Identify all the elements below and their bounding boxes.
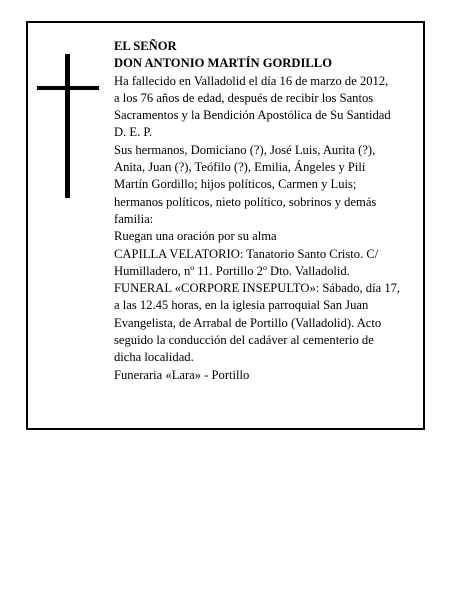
body-line: familia: bbox=[114, 211, 154, 226]
body-line: CAPILLA VELATORIO: Tanatorio Santo Cristo. C/ bbox=[114, 246, 379, 261]
body-line: seguido la conducción del cadáver al cementerio de bbox=[114, 333, 374, 348]
body-line: Anita, Juan (?), Teófilo (?), Emilia, Ángeles y Pili bbox=[114, 160, 366, 175]
body-line: Evangelista, de Arrabal de Portillo (Valladolid). Acto bbox=[114, 315, 382, 330]
body-line: Humilladero, nº 11. Portillo 2º Dto. Valladolid. bbox=[114, 263, 350, 278]
body-line: a los 76 años de edad, después de recibir los Santos bbox=[114, 90, 374, 105]
body-line: D. E. P. bbox=[114, 125, 153, 140]
cross-icon bbox=[37, 54, 99, 198]
body-line: hermanos políticos, nieto político, sobrinos y demás bbox=[114, 194, 377, 209]
body-line: FUNERAL «CORPORE INSEPULTO»: Sábado, día 17, bbox=[114, 281, 401, 296]
body-line: Ruegan una oración por su alma bbox=[114, 229, 277, 244]
body-line: Sus hermanos, Domiciano (?), José Luis, Aurita (?), bbox=[114, 142, 376, 157]
body-line: Funeraria «Lara» - Portillo bbox=[114, 367, 250, 382]
obituary-text bbox=[114, 38, 426, 384]
body-line: dicha localidad. bbox=[114, 350, 194, 365]
cross-horizontal-bar bbox=[37, 86, 99, 90]
body-line: a las 12.45 horas, en la iglesia parroquial San Juan bbox=[114, 298, 369, 313]
cross-vertical-bar bbox=[65, 54, 70, 198]
obituary-heading-title: EL SEÑOR bbox=[114, 39, 177, 53]
obituary-heading-name: DON ANTONIO MARTÍN GORDILLO bbox=[114, 56, 332, 71]
body-line: Martín Gordillo; hijos políticos, Carmen y Luis; bbox=[114, 177, 357, 192]
body-line: Sacramentos y la Bendición Apostólica de Su Santidad bbox=[114, 108, 391, 123]
body-line: Ha fallecido en Valladolid el día 16 de marzo de 2012, bbox=[114, 73, 389, 88]
